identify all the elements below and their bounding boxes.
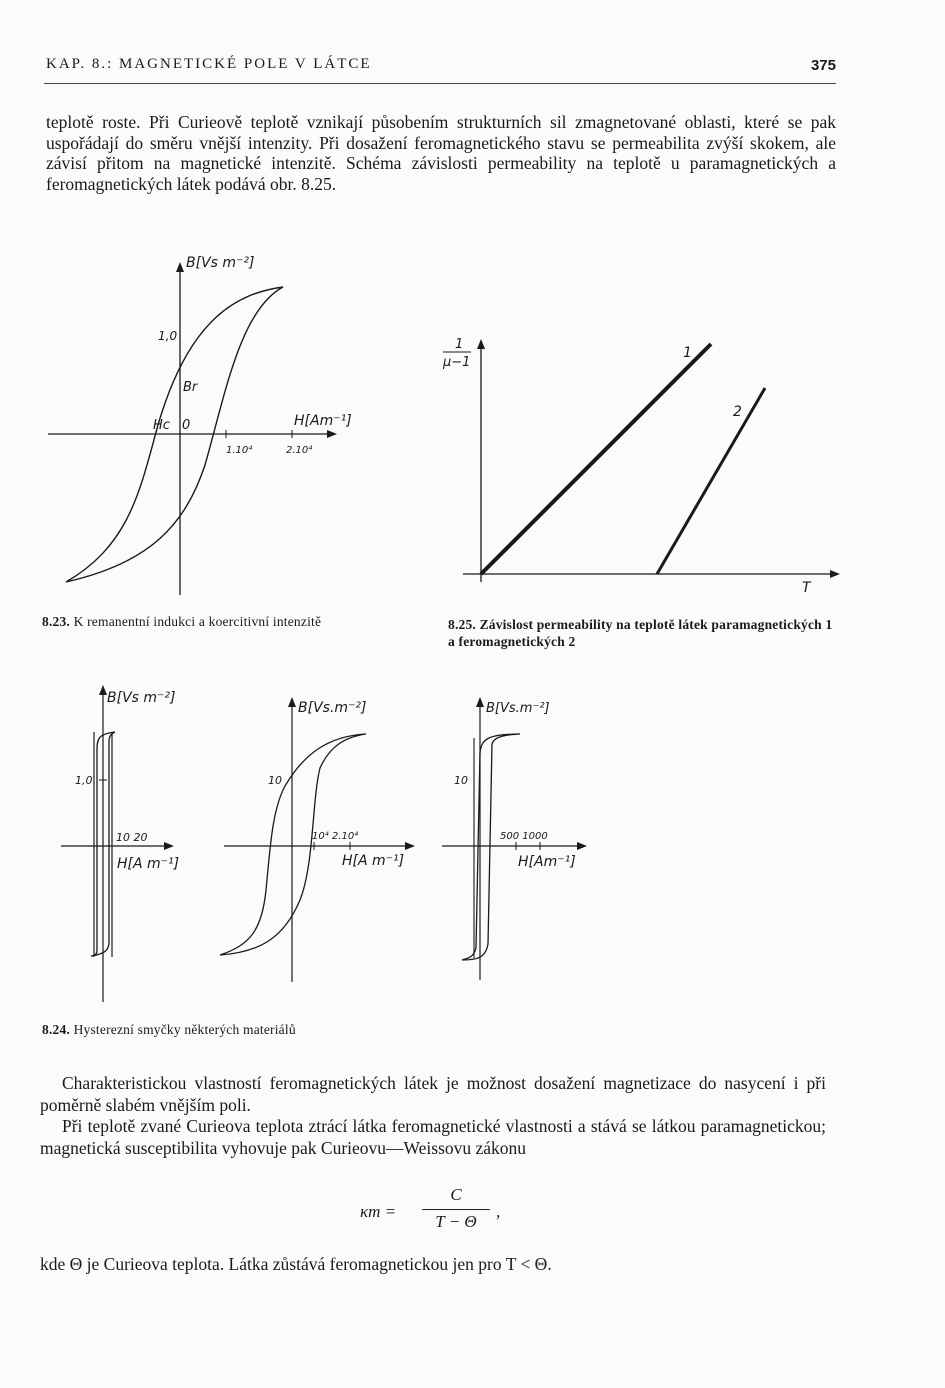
- figure-8-24-panel-c: [436, 690, 636, 990]
- fig824c-tick-y: 10: [454, 774, 468, 787]
- formula-lhs: κm =: [360, 1202, 397, 1221]
- formula-numerator: C: [422, 1185, 490, 1210]
- curie-weiss-formula: [360, 1185, 520, 1241]
- fig824a-ticks-x: 10 20: [116, 831, 148, 844]
- formula-denominator: T − Θ: [435, 1212, 477, 1231]
- fig823-label-hc: Hc: [153, 418, 170, 433]
- fig824a-x-label: H[A m⁻¹]: [117, 856, 180, 872]
- fig823-y-label: B[Vs m⁻²]: [186, 255, 255, 271]
- fig823-tick-y: 1,0: [158, 329, 178, 343]
- fig824b-ticks-x: 10⁴ 2.10⁴: [312, 831, 359, 842]
- fig825-x-label: T: [802, 580, 811, 596]
- fig825-line2-label: 2: [733, 404, 742, 420]
- fig824b-tick-y: 10: [268, 774, 282, 787]
- fig824a-tick-y: 1,0: [75, 774, 93, 787]
- header-rule: [44, 83, 836, 84]
- caption-8-25-text: Závislost permeability na teplotě látek paramagnetických 1 a feromagnetických 2: [448, 617, 833, 649]
- body-paragraph-c: kde Θ je Curieova teplota. Látka zůstává feromagnetickou jen pro T < Θ.: [40, 1254, 552, 1274]
- caption-8-23: [42, 613, 342, 630]
- formula-fraction: [422, 1185, 490, 1232]
- fig823-label-br: Br: [183, 380, 198, 395]
- fig824b-y-label: B[Vs.m⁻²]: [298, 700, 367, 716]
- body-paragraph-a: Charakteristickou vlastností feromagnetických látek je možnost dosažení magnetizace do nasycení i při poměrně slabém vnějším poli.: [40, 1073, 826, 1115]
- caption-8-25: [448, 616, 838, 650]
- caption-8-24-text: Hysterezní smyčky některých materiálů: [73, 1022, 296, 1037]
- caption-8-24: [42, 1021, 542, 1038]
- caption-8-24-number: 8.24.: [42, 1022, 70, 1037]
- caption-8-25-number: 8.25.: [448, 617, 476, 632]
- intro-paragraph: teplotě roste. Při Curieově teplotě vznikají působením strukturních sil zmagnetované oblasti, které se pak uspořádají do směru vnější intenzity. Při dosažení feromagnetického stavu se permeabilita zvýší skokem, ale závisí přitom na magnetické intenzitě. Schéma závislosti permeability na teplotě u paramagnetických a feromagnetických látek podává obr. 8.25.: [46, 112, 836, 194]
- fig823-tick-x1: 1.10⁴: [226, 445, 253, 456]
- body-paragraph-b: Při teplotě zvané Curieova teplota ztrácí látka feromagnetické vlastnosti a stává se látkou paramagnetickou; magnetická susceptibilita vyhovuje pak Curieovu—Weissovu zákonu: [40, 1116, 826, 1158]
- page-number: 375: [810, 57, 836, 74]
- body-paragraphs: [40, 1073, 826, 1159]
- fig824a-y-label: B[Vs m⁻²]: [107, 690, 176, 706]
- fig825-y-num: 1: [455, 337, 464, 352]
- figure-8-24-panel-b: [200, 690, 420, 990]
- figure-8-25: [425, 330, 845, 610]
- fig823-x-label: H[Am⁻¹]: [294, 413, 352, 429]
- caption-8-23-text: K remanentní indukci a koercitivní intenzitě: [73, 614, 322, 629]
- formula-tail: ,: [496, 1202, 501, 1221]
- fig825-line1-label: 1: [683, 345, 692, 361]
- fig825-y-den: μ−1: [443, 355, 471, 370]
- fig824b-x-label: H[A m⁻¹]: [342, 853, 405, 869]
- fig824c-x-label: H[Am⁻¹]: [518, 854, 576, 870]
- fig824c-ticks-x: 500 1000: [500, 831, 548, 842]
- fig823-tick-x2: 2.10⁴: [286, 445, 313, 456]
- figure-8-23: [40, 245, 380, 605]
- figure-8-24-panel-a: [55, 680, 205, 1010]
- caption-8-23-number: 8.23.: [42, 614, 70, 629]
- running-title: KAP. 8.: MAGNETICKÉ POLE V LÁTCE: [46, 56, 372, 72]
- fig823-label-origin: 0: [182, 418, 191, 433]
- fig824c-y-label: B[Vs.m⁻²]: [486, 701, 550, 716]
- fig825-line-2: [657, 388, 765, 574]
